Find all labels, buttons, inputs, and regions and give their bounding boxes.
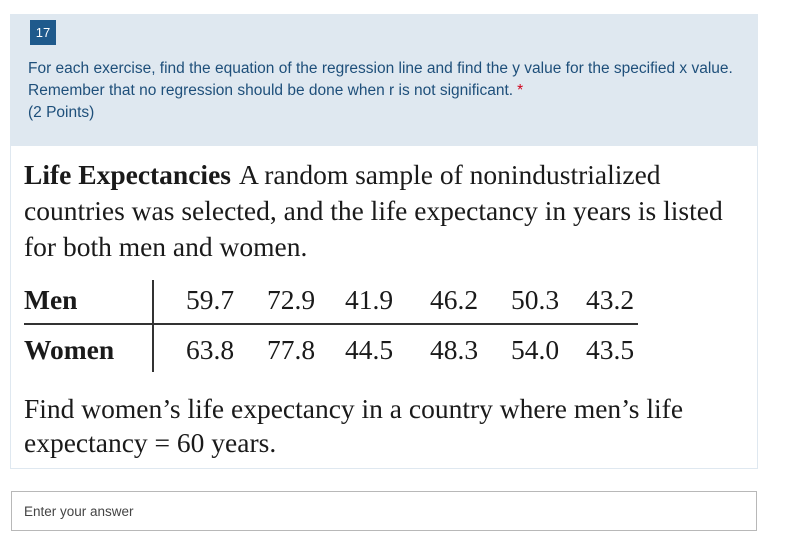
table-cell: 72.9 <box>266 284 316 315</box>
table-cell: 43.2 <box>585 284 635 315</box>
table-cell: 41.9 <box>344 284 394 315</box>
question-number-badge: 17 <box>30 20 56 45</box>
question-text <box>28 58 738 124</box>
answer-input[interactable] <box>11 491 757 531</box>
table-cell: 46.2 <box>429 284 479 315</box>
table-cell: 44.5 <box>344 334 394 365</box>
table-row-men <box>24 280 644 324</box>
problem-intro-text: A random sample of nonindustrialized countries was selected, and the life expectancy in years is listed for both men and women. <box>24 159 723 262</box>
question-points: (2 Points) <box>28 104 95 121</box>
question-prompt: For each exercise, find the equation of the regression line and find the y value for the specified x value. Remember that no regression should be done when r is not significant. <box>28 60 733 99</box>
problem-question: Find women’s life expectancy in a country where men’s life expectancy = 60 years. <box>24 393 684 458</box>
table-cell: 43.5 <box>585 334 635 365</box>
required-marker: * <box>517 82 524 99</box>
row-label-men: Men <box>24 284 78 315</box>
table-cell: 50.3 <box>510 284 560 315</box>
table-cell: 48.3 <box>429 334 479 365</box>
table-cell: 54.0 <box>510 334 560 365</box>
table-cell: 63.8 <box>185 334 235 365</box>
problem-title: Life Expectancies <box>24 159 231 190</box>
table-cell: 77.8 <box>266 334 316 365</box>
problem-image <box>11 146 757 468</box>
table-cell: 59.7 <box>185 284 235 315</box>
question-card <box>10 14 758 469</box>
row-label-women: Women <box>24 334 115 365</box>
problem-intro <box>24 157 744 265</box>
data-table <box>24 280 644 378</box>
table-row-women <box>24 330 644 374</box>
